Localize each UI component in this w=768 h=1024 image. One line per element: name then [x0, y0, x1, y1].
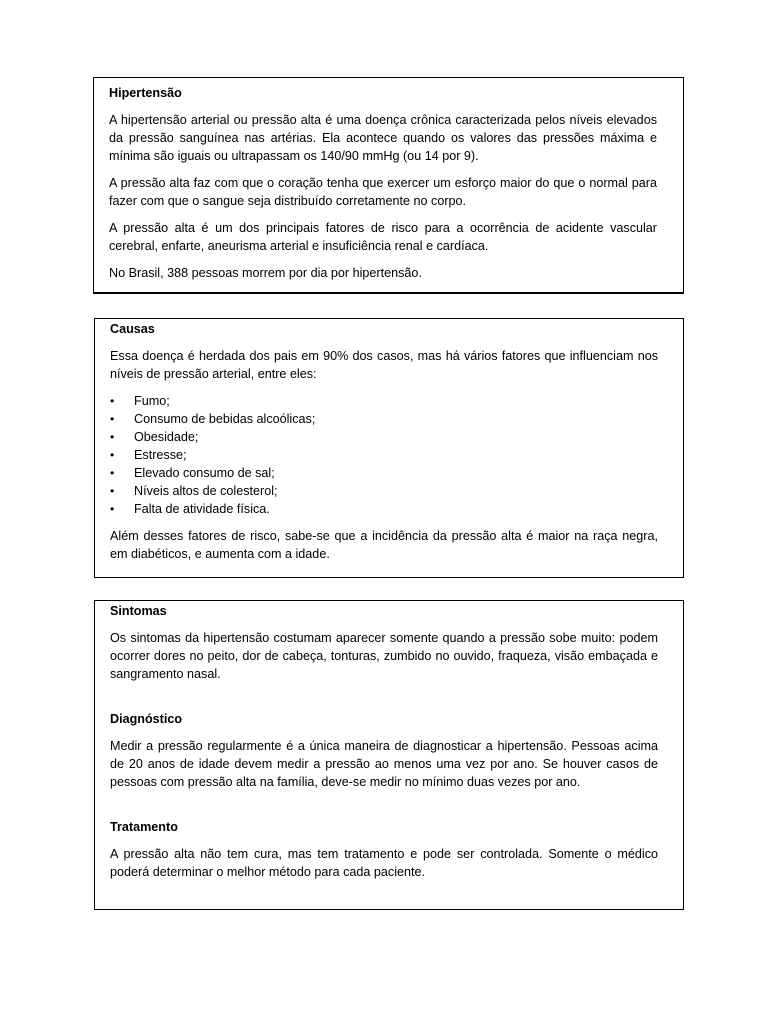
- bullet-icon: •: [110, 394, 115, 408]
- section-title-causas: Causas: [110, 322, 155, 336]
- list-item: • Elevado consumo de sal;: [110, 466, 275, 480]
- section-title-hipertensao: Hipertensão: [109, 86, 182, 100]
- paragraph: Medir a pressão regularmente é a única maneira de diagnosticar a hipertensão. Pessoas acima de 20 anos de idade devem medir a pressão ao menos uma vez por ano. Se houver casos de pessoas com pressão alta na família, deve-se medir no mínimo duas vezes por ano.: [110, 739, 658, 789]
- bullet-icon: •: [110, 412, 115, 426]
- section-title-sintomas: Sintomas: [110, 604, 167, 618]
- section-sintomas-diagnostico-tratamento: [94, 600, 684, 910]
- list-item: • Obesidade;: [110, 430, 199, 444]
- section-title-tratamento: Tratamento: [110, 820, 178, 834]
- bullet-icon: •: [110, 448, 115, 462]
- list-item: • Falta de atividade física.: [110, 502, 270, 516]
- paragraph: Além desses fatores de risco, sabe-se que a incidência da pressão alta é maior na raça negra, em diabéticos, e aumenta com a idade.: [110, 529, 658, 561]
- list-item: • Estresse;: [110, 448, 187, 462]
- list-item: • Consumo de bebidas alcoólicas;: [110, 412, 316, 426]
- bullet-icon: •: [110, 430, 115, 444]
- paragraph: A pressão alta não tem cura, mas tem tratamento e pode ser controlada. Somente o médico poderá determinar o melhor método para cada paciente.: [110, 847, 658, 879]
- section-causas: [94, 318, 684, 578]
- section-hipertensao: [93, 77, 684, 294]
- paragraph: No Brasil, 388 pessoas morrem por dia por hipertensão.: [109, 266, 422, 280]
- paragraph: A pressão alta faz com que o coração tenha que exercer um esforço maior do que o normal para fazer com que o sangue seja distribuído corretamente no corpo.: [109, 176, 657, 208]
- section-title-diagnostico: Diagnóstico: [110, 712, 183, 726]
- paragraph: A hipertensão arterial ou pressão alta é uma doença crônica caracterizada pelos níveis elevados da pressão sanguínea nas artérias. Ela acontece quando os valores das pressões máxima e mínima são iguais ou ultrapassam os 140/90 mmHg (ou 14 por 9).: [109, 113, 657, 163]
- list-item: • Níveis altos de colesterol;: [110, 484, 278, 498]
- bullet-icon: •: [110, 484, 115, 498]
- list-item: • Fumo;: [110, 394, 170, 408]
- bullet-icon: •: [110, 502, 115, 516]
- risk-factor-list: [110, 392, 658, 518]
- paragraph: Essa doença é herdada dos pais em 90% dos casos, mas há vários fatores que influenciam nos níveis de pressão arterial, entre eles:: [110, 349, 658, 381]
- paragraph: A pressão alta é um dos principais fatores de risco para a ocorrência de acidente vascular cerebral, enfarte, aneurisma arterial e insuficiência renal e cardíaca.: [109, 221, 657, 253]
- paragraph: Os sintomas da hipertensão costumam aparecer somente quando a pressão sobe muito: podem ocorrer dores no peito, dor de cabeça, tonturas, zumbido no ouvido, fraqueza, visão embaçada e sangramento nasal.: [110, 631, 658, 681]
- bullet-icon: •: [110, 466, 115, 480]
